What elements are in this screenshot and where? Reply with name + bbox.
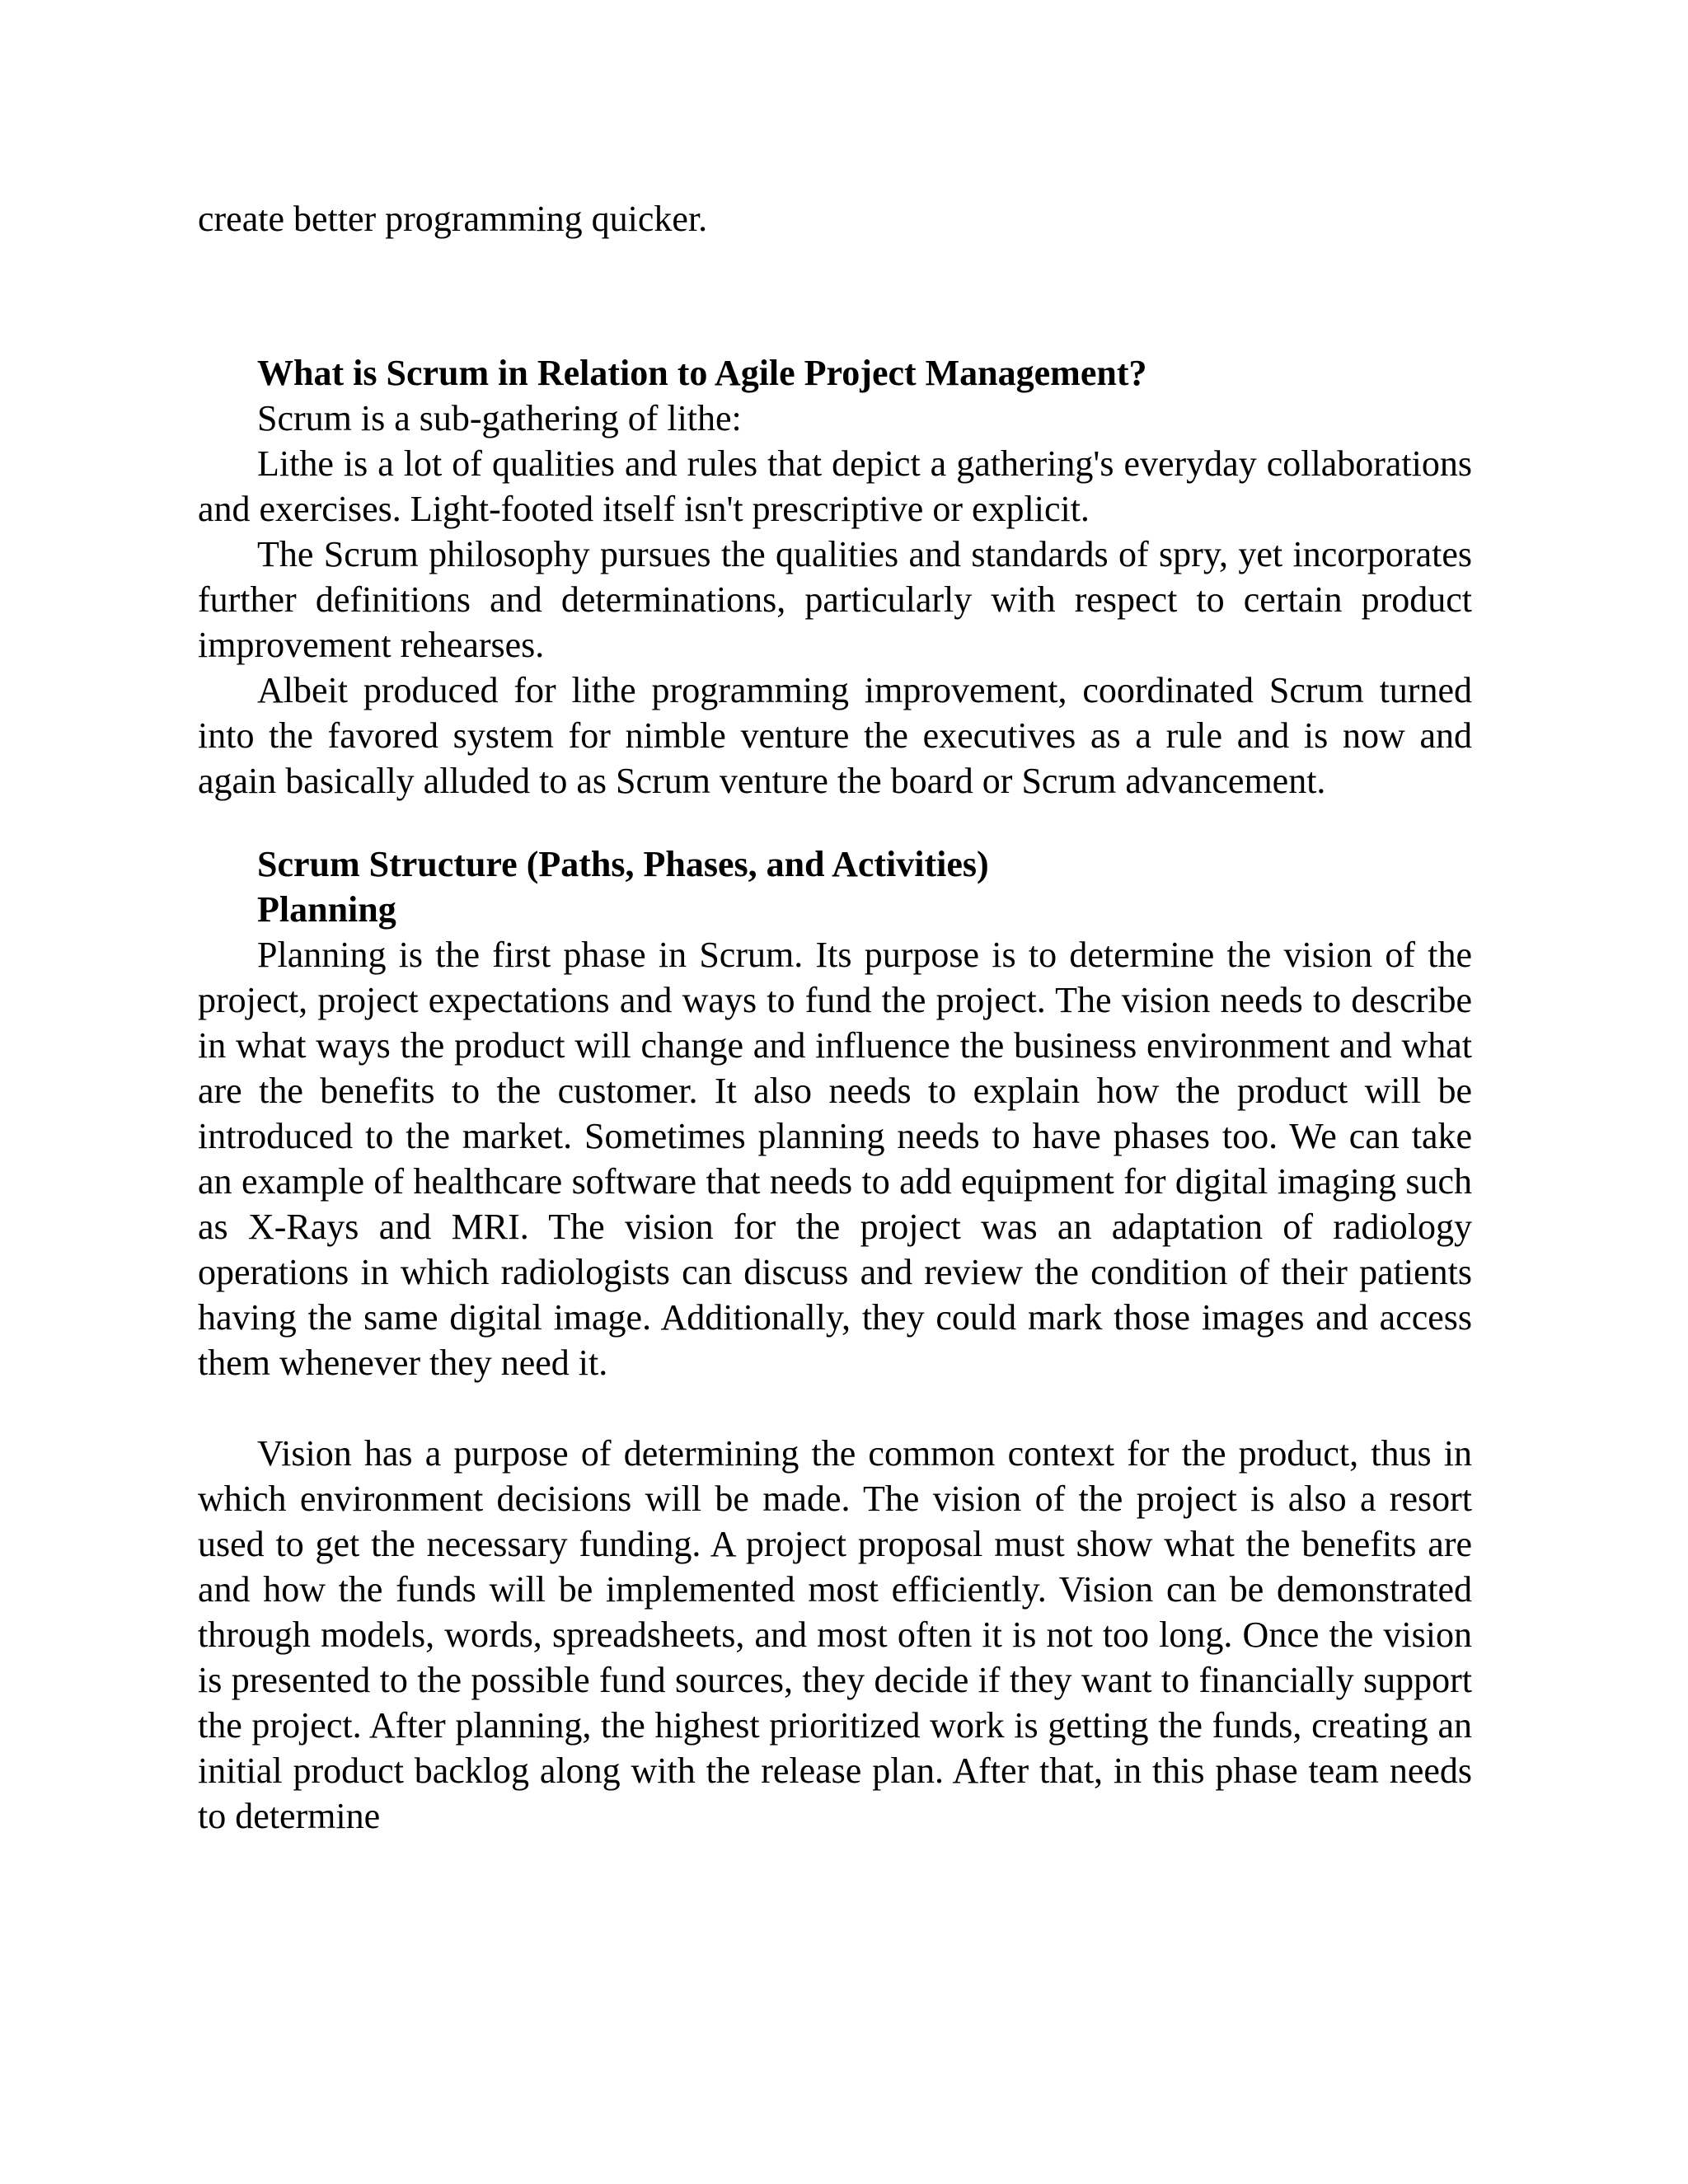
paragraph: Planning is the first phase in Scrum. Its purpose is to determine the vision of the project, project expectations and ways to fund the project. The vision needs to describe in what ways the product will change and influence the business environment and what are the benefits to the customer. It also needs to explain how the product will be introduced to the market. Sometimes planning needs to have phases too. We can take an example of healthcare software that needs to add equipment for digital imaging such as X-Rays and MRI. The vision for the project was an adaptation of radiology operations in which radiologists can discuss and review the condition of their patients having the same digital image. Additionally, they could mark those images and access them whenever they need it.	[198, 935, 1472, 1383]
paragraph: Lithe is a lot of qualities and rules that depict a gathering's everyday collaborations and exercises. Light-footed itself isn't prescriptive or explicit.	[198, 443, 1472, 529]
subheading-planning: Planning	[257, 889, 396, 930]
paragraph: Albeit produced for lithe programming improvement, coordinated Scrum turned into the favored system for nimble venture the executives as a rule and is now and again basically alluded to as Scrum venture the board or Scrum advancement.	[198, 670, 1472, 801]
paragraph: The Scrum philosophy pursues the qualities and standards of spry, yet incorporates further definitions and determinations, particularly with respect to certain product improvement rehearses.	[198, 534, 1472, 665]
page-content	[198, 196, 1472, 1839]
spacer	[198, 1385, 1472, 1431]
paragraph: Vision has a purpose of determining the common context for the product, thus in which environment decisions will be made. The vision of the project is also a resort used to get the necessary funding. A project proposal must show what the benefits are and how the funds will be implemented most efficiently. Vision can be demonstrated through models, words, spreadsheets, and most often it is not too long. Once the vision is presented to the possible fund sources, they decide if they want to financially support the project. After planning, the highest prioritized work is getting the funds, creating an initial product backlog along with the release plan. After that, in this phase team needs to determine	[198, 1433, 1472, 1836]
paragraph: Scrum is a sub-gathering of lithe:	[257, 398, 742, 438]
section-heading-scrum-agile: What is Scrum in Relation to Agile Project Management?	[257, 353, 1147, 393]
section-heading-scrum-structure: Scrum Structure (Paths, Phases, and Activities)	[257, 844, 989, 884]
continuation-text: create better programming quicker.	[198, 199, 708, 239]
spacer	[198, 804, 1472, 841]
spacer	[198, 241, 1472, 350]
